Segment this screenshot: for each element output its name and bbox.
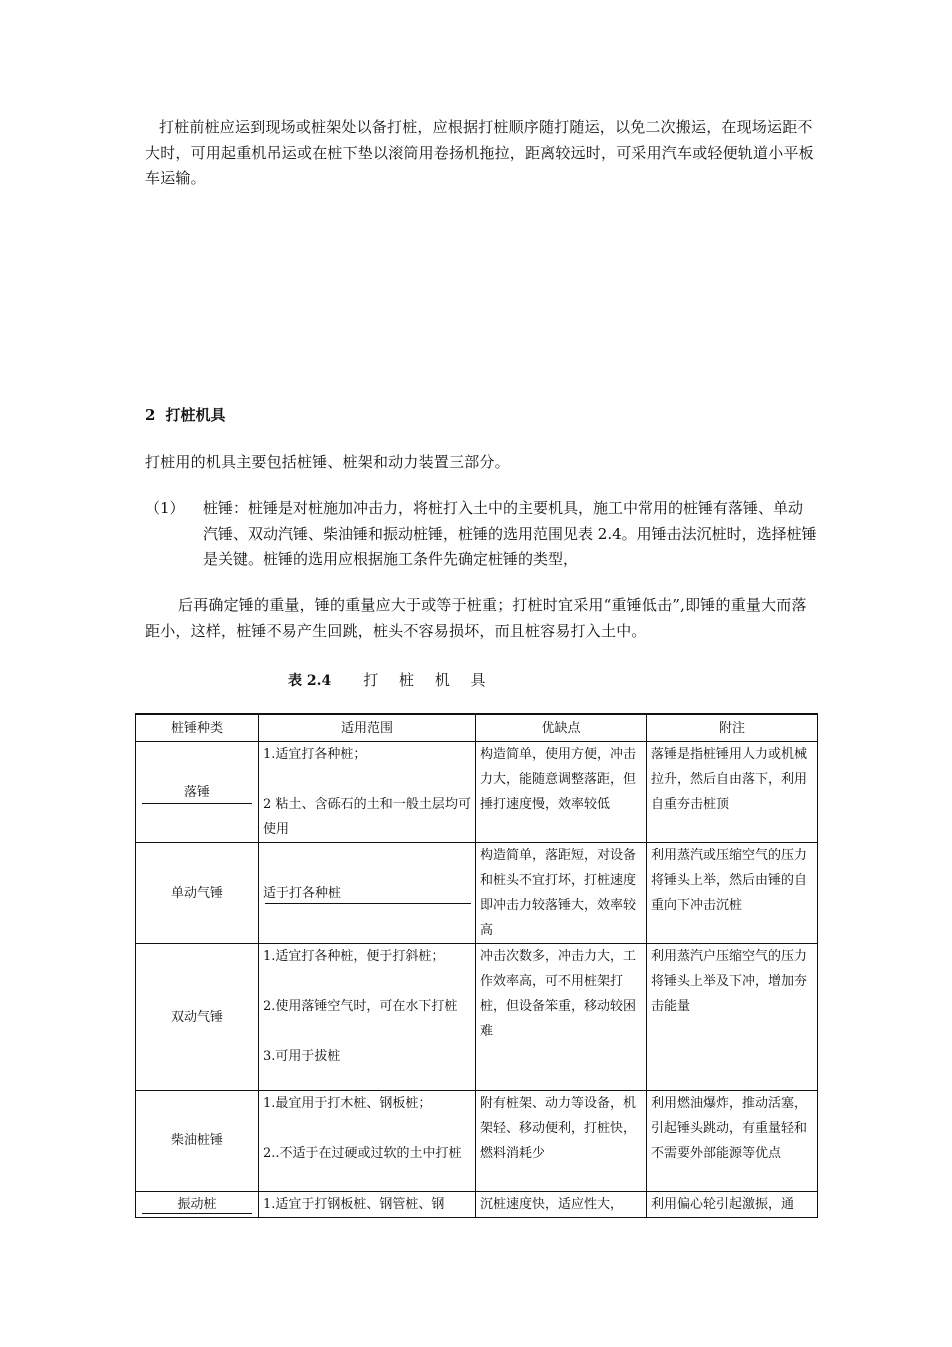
cell-range — [259, 843, 476, 944]
range-line: 2..不适于在过硬或过软的土中打桩 — [263, 1146, 462, 1161]
header-range: 适用范围 — [259, 714, 476, 742]
table-row — [136, 1091, 818, 1192]
list-item-hammer — [145, 496, 817, 573]
cell-note: 利用蒸汽户压缩空气的压力将锤头上举及下冲，增加夯击能量 — [647, 944, 818, 1091]
cell-note: 落锤是指桩锤用人力或机械拉升，然后自由落下，利用自重夯击桩顶 — [647, 742, 818, 843]
table-header-row — [136, 714, 818, 742]
range-line: 1.最宜用于打木桩、钢板桩； — [263, 1096, 432, 1111]
type-underline — [142, 1213, 252, 1214]
cell-range — [259, 944, 476, 1091]
table-row — [136, 1192, 818, 1218]
type-label: 单动气锤 — [170, 885, 223, 901]
pile-hammer-table — [135, 713, 818, 1218]
range-underline — [265, 903, 471, 904]
section-title: 打桩机具 — [165, 406, 226, 424]
table-caption-number: 表 2.4 — [288, 673, 332, 689]
header-pros-cons: 优缺点 — [476, 714, 647, 742]
cell-type — [136, 843, 259, 944]
section-heading — [145, 404, 225, 425]
table-caption-title: 打 桩 机 具 — [363, 671, 494, 689]
table-row — [136, 742, 818, 843]
type-label: 双动气锤 — [170, 1009, 223, 1025]
type-underline — [142, 803, 252, 804]
type-label: 柴油桩锤 — [170, 1133, 223, 1148]
header-note: 附注 — [647, 714, 818, 742]
cell-pros-cons: 构造简单，落距短，对设备和桩头不宜打坏，打桩速度即冲击力较落锤大，效率较高 — [476, 843, 647, 944]
header-type: 桩锤种类 — [136, 714, 259, 742]
range-line: 1.适宜于打钢板桩、钢管桩、钢 — [263, 1197, 445, 1212]
range-line: 2.使用落锤空气时，可在水下打桩 — [263, 999, 458, 1014]
table-row — [136, 843, 818, 944]
paragraph-machines-intro: 打桩用的机具主要包括桩锤、桩架和动力装置三部分。 — [145, 453, 510, 471]
range-line: 适于打各种桩 — [263, 885, 342, 901]
cell-range — [259, 1091, 476, 1192]
list-marker: （1） — [145, 499, 185, 517]
list-item-text: 桩锤：桩锤是对桩施加冲击力，将桩打入土中的主要机具，施工中常用的桩锤有落锤、单动汽锤、双动汽锤、柴油锤和振动桩锤，桩锤的选用范围见表 2.4。用锤击法沉桩时，选择桩锤是关键。桩锤的选用应根据施工条件先确定桩锤的类型， — [203, 499, 817, 568]
cell-pros-cons: 冲击次数多，冲击力大，工作效率高，可不用桩架打桩，但设备笨重，移动较困难 — [476, 944, 647, 1091]
cell-pros-cons: 沉桩速度快，适应性大， — [476, 1192, 647, 1218]
cell-note: 利用偏心轮引起激振，通 — [647, 1192, 818, 1218]
paragraph-transport: 打桩前桩应运到现场或桩架处以备打桩，应根据打桩顺序随打随运，以免二次搬运，在现场运距不大时，可用起重机吊运或在桩下垫以滚筒用卷扬机拖拉，距离较远时，可采用汽车或轻便轨道小平板车运输。 — [145, 118, 814, 187]
cell-range — [259, 1192, 476, 1218]
cell-type — [136, 742, 259, 843]
section-number: 2 — [145, 406, 156, 424]
table-caption — [288, 669, 494, 690]
range-line: 3.可用于拔桩 — [263, 1049, 341, 1064]
range-line: 2 粘土、含砾石的土和一般土层均可使用 — [263, 797, 471, 837]
cell-type — [136, 1192, 259, 1218]
cell-pros-cons: 附有桩架、动力等设备，机架轻、移动便利，打桩快，燃料消耗少 — [476, 1091, 647, 1192]
range-line: 1.适宜打各种桩，便于打斜桩； — [263, 949, 445, 964]
cell-pros-cons: 构造简单，使用方便，冲击力大，能随意调整落距，但捶打速度慢，效率较低 — [476, 742, 647, 843]
cell-note: 利用蒸汽或压缩空气的压力将锤头上举，然后由锤的自重向下冲击沉桩 — [647, 843, 818, 944]
paragraph-hammer-weight: 后再确定锤的重量，锤的重量应大于或等于桩重；打桩时宜采用“重锤低击”,即锤的重量大而落距小，这样，桩锤不易产生回跳，桩头不容易损坏，而且桩容易打入土中。 — [145, 596, 807, 640]
type-label: 落锤 — [183, 784, 210, 800]
cell-range — [259, 742, 476, 843]
cell-note: 利用燃油爆炸，推动活塞，引起锤头跳动，有重量轻和不需要外部能源等优点 — [647, 1091, 818, 1192]
cell-type — [136, 1091, 259, 1192]
cell-type — [136, 944, 259, 1091]
range-line: 1.适宜打各种桩； — [263, 747, 367, 762]
table-row — [136, 944, 818, 1091]
type-label: 振动桩 — [177, 1197, 217, 1212]
